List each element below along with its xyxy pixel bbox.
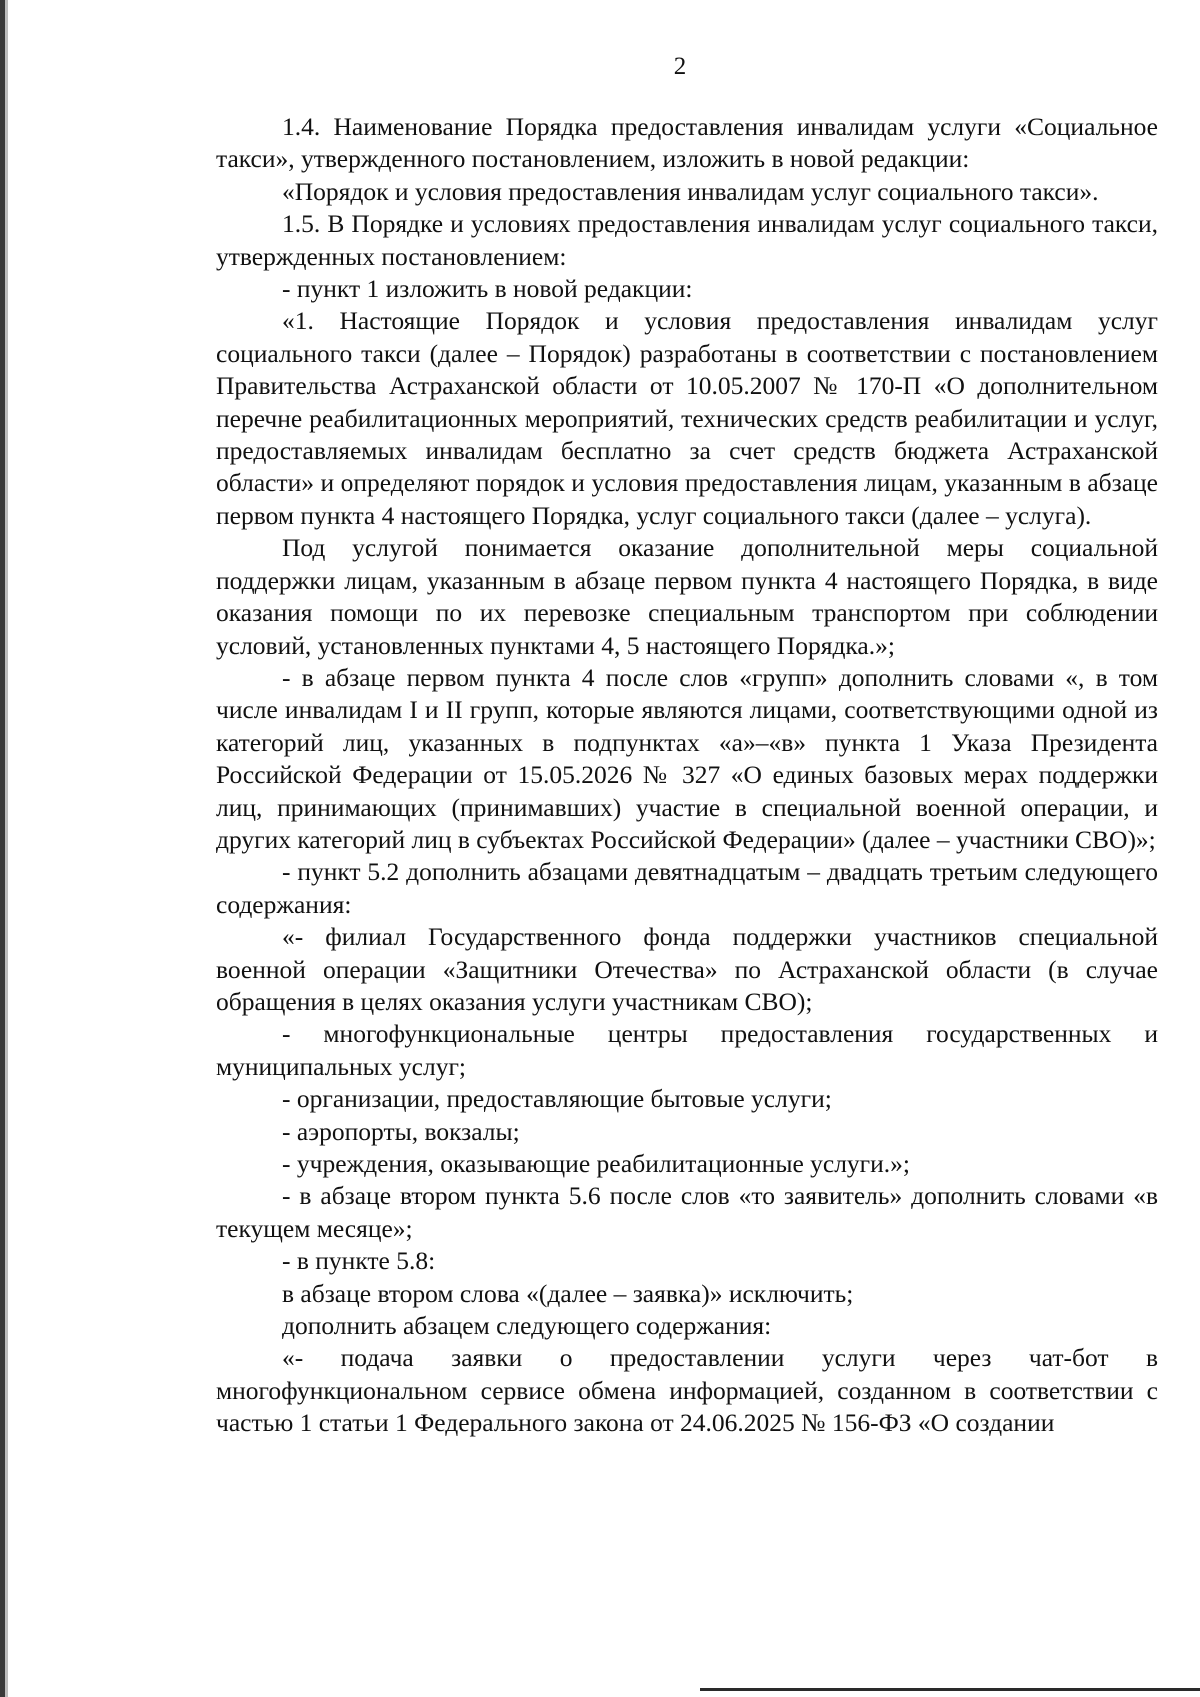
- paragraph-1-4: 1.4. Наименование Порядка предоставления инвалидам услуги «Социальное такси», утвержденного постановлением, изложить в новой редакции:: [216, 112, 1158, 174]
- paragraph-item-5-6-amendment: - в абзаце втором пункта 5.6 после слов «то заявитель» дополнить словами «в текущем месяце»;: [216, 1181, 1158, 1243]
- paragraph-airports: - аэропорты, вокзалы;: [282, 1116, 520, 1146]
- paragraph-item-4-amendment: - в абзаце первом пункта 4 после слов «групп» дополнить словами «, в том числе инвалидам I и II групп, которые являются лицами, соответствующими одной из категорий лиц, указанных в подпунктах «а»–«в» пункта 1 Указа Президента Российской Федерации от 15.05.2026 № 327 «О единых базовых мерах поддержки лиц, принимающих (принимавших) участие в специальной военной операции, и других категорий лиц в субъектах Российской Федерации» (далее – участники СВО)»;: [216, 662, 1158, 854]
- scan-left-edge-shadow: [5, 0, 8, 1697]
- paragraph-new-title: «Порядок и условия предоставления инвалидам услуг социального такси».: [282, 176, 1099, 206]
- paragraph-item-1-intro: - пункт 1 изложить в новой редакции:: [282, 274, 693, 304]
- paragraph-mfc: - многофункциональные центры предоставления государственных и муниципальных услуг;: [216, 1019, 1158, 1081]
- paragraph-item-5-8-exclude: в абзаце втором слова «(далее – заявка)» исключить;: [282, 1278, 854, 1308]
- paragraph-service-definition: Под услугой понимается оказание дополнительной меры социальной поддержки лицам, указанным в абзаце первом пункта 4 настоящего Порядка, в виде оказания помощи по их перевозке специальным транспортом при соблюдении условий, установленных пунктами 4, 5 настоящего Порядка.»;: [216, 533, 1158, 660]
- paragraph-rehab-institutions: - учреждения, оказывающие реабилитационные услуги.»;: [282, 1149, 910, 1178]
- paragraph-household-services: - организации, предоставляющие бытовые услуги;: [282, 1084, 832, 1114]
- paragraph-1-5: 1.5. В Порядке и условиях предоставления инвалидам услуг социального такси, утвержденных постановлением:: [216, 209, 1158, 271]
- page-number: 2: [673, 53, 687, 80]
- paragraph-item-1-text: «1. Настоящие Порядок и условия предоставления инвалидам услуг социального такси (далее – Порядок) разработаны в соответствии с постановлением Правительства Астраханской области от 10.05.2007 № 170-П «О дополнительном перечне реабилитационных мероприятий, технических средств реабилитации и услуг, предоставляемых инвалидам бесплатно за счет средств бюджета Астраханской области» и определяют порядок и условия предоставления лицам, указанным в абзаце первом пункта 4 настоящего Порядка, услуг социального такси (далее – услуга).: [216, 306, 1158, 530]
- paragraph-chatbot: «- подача заявки о предоставлении услуги через чат-бот в многофункциональном сервисе обмена информацией, созданном в соответствии с частью 1 статьи 1 Федерального закона от 24.06.2025 № 156-ФЗ «О создании: [216, 1343, 1158, 1438]
- paragraph-fund-branch: «- филиал Государственного фонда поддержки участников специальной военной операции «Защитники Отечества» по Астраханской области (в случае обращения в целях оказания услуги участникам СВО);: [216, 922, 1158, 1016]
- paragraph-item-5-8-add: дополнить абзацем следующего содержания:: [282, 1311, 772, 1341]
- paragraph-item-5-2-amendment: - пункт 5.2 дополнить абзацами девятнадцатым – двадцать третьим следующего содержания:: [216, 857, 1158, 919]
- document-body: [216, 111, 1158, 1440]
- scan-bottom-rule: [700, 1688, 1200, 1691]
- paragraph-item-5-8-intro: - в пункте 5.8:: [282, 1246, 436, 1276]
